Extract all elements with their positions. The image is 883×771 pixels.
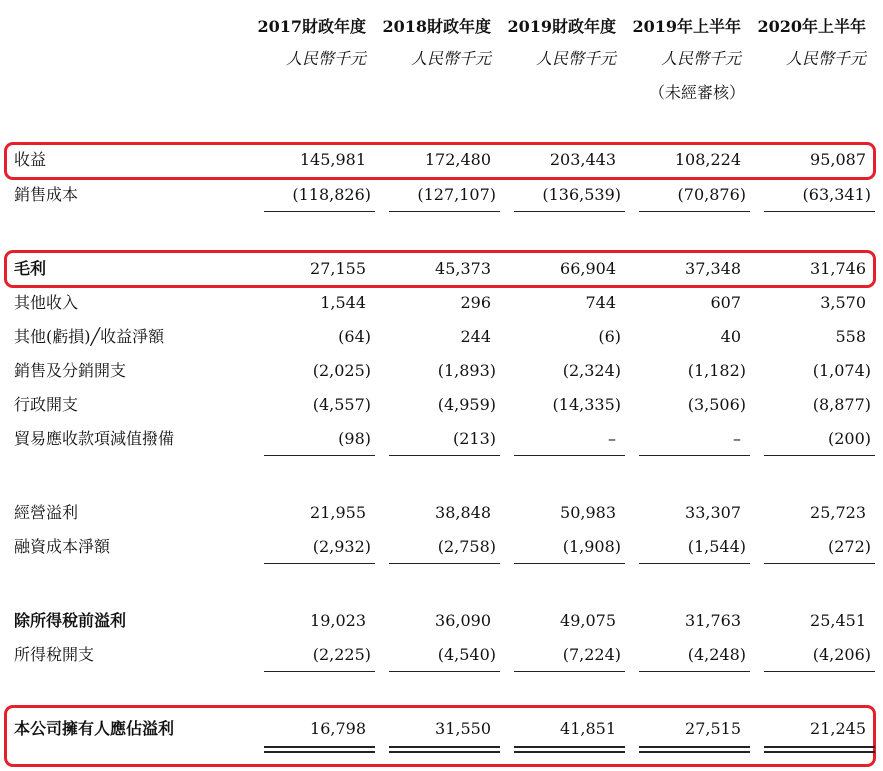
cell-value: (63,341)	[802, 185, 871, 204]
table-row-other-income	[0, 289, 883, 317]
cell-value: (70,876)	[677, 185, 746, 204]
cell-value: 31,746	[810, 259, 866, 278]
cell-value: 145,981	[299, 150, 366, 169]
row-label: 融資成本淨額	[14, 537, 111, 556]
table-row-gross-profit	[0, 255, 883, 283]
row-label: 其他(虧損)╱收益淨額	[14, 327, 165, 346]
table-row-selling-distribution	[0, 357, 883, 385]
cell-value: 31,550	[435, 719, 491, 738]
subtotal-underline	[514, 563, 625, 564]
row-label: 經營溢利	[14, 503, 79, 522]
column-unit: 人民幣千元	[660, 49, 741, 68]
column-unit: 人民幣千元	[285, 49, 366, 68]
cell-value: 244	[460, 327, 491, 346]
total-double-underline	[639, 746, 750, 753]
cell-value: (118,826)	[292, 185, 371, 204]
cell-value: 95,087	[810, 150, 866, 169]
cell-value: (127,107)	[417, 185, 496, 204]
subtotal-underline	[389, 671, 500, 672]
cell-value: (272)	[827, 537, 871, 556]
cell-value: 296	[460, 293, 491, 312]
cell-value: 21,955	[310, 503, 366, 522]
cell-value: –	[733, 429, 741, 448]
subtotal-underline	[389, 563, 500, 564]
cell-value: 31,763	[685, 611, 741, 630]
cell-value: (2,324)	[562, 361, 621, 380]
row-label: 行政開支	[14, 395, 79, 414]
cell-value: 41,851	[560, 719, 616, 738]
cell-value: 558	[835, 327, 866, 346]
row-label: 所得稅開支	[14, 645, 95, 664]
subtotal-underline	[764, 455, 875, 456]
column-year: 2020年上半年	[757, 17, 866, 36]
cell-value: (1,182)	[687, 361, 746, 380]
cell-value: (64)	[338, 327, 371, 346]
cell-value: 16,798	[310, 719, 366, 738]
cell-value: (4,206)	[812, 645, 871, 664]
table-row-revenue	[0, 146, 883, 174]
subtotal-underline	[264, 455, 375, 456]
cell-value: 108,224	[674, 150, 741, 169]
cell-value: (1,074)	[812, 361, 871, 380]
cell-value: (4,959)	[437, 395, 496, 414]
cell-value: 33,307	[685, 503, 741, 522]
subtotal-underline	[639, 563, 750, 564]
cell-value: 19,023	[310, 611, 366, 630]
cell-value: (2,758)	[437, 537, 496, 556]
subtotal-underline	[764, 211, 875, 212]
subtotal-underline	[514, 671, 625, 672]
cell-value: 27,515	[685, 719, 741, 738]
total-double-underline	[264, 746, 375, 753]
row-label: 銷售及分銷開支	[14, 361, 127, 380]
cell-value: 21,245	[810, 719, 866, 738]
cell-value: 1,544	[320, 293, 366, 312]
table-row-impairment	[0, 425, 883, 453]
row-label: 除所得稅前溢利	[14, 611, 127, 630]
column-year: 2019年上半年	[632, 17, 741, 36]
cell-value: 49,075	[560, 611, 616, 630]
column-year: 2018財政年度	[382, 17, 491, 36]
table-row-other-gains-losses	[0, 323, 883, 351]
cell-value: (136,539)	[542, 185, 621, 204]
subtotal-underline	[264, 671, 375, 672]
subtotal-underline	[514, 211, 625, 212]
row-label: 貿易應收款項減值撥備	[14, 429, 175, 448]
column-unit: 人民幣千元	[785, 49, 866, 68]
cell-value: 172,480	[424, 150, 491, 169]
subtotal-underline	[639, 455, 750, 456]
cell-value: (2,932)	[312, 537, 371, 556]
cell-value: (4,557)	[312, 395, 371, 414]
subtotal-underline	[264, 211, 375, 212]
cell-value: (200)	[827, 429, 871, 448]
table-row-admin-expenses	[0, 391, 883, 419]
cell-value: 27,155	[310, 259, 366, 278]
column-year: 2019財政年度	[507, 17, 616, 36]
cell-value: –	[608, 429, 616, 448]
row-label: 其他收入	[14, 293, 79, 312]
cell-value: (1,908)	[562, 537, 621, 556]
subtotal-underline	[639, 211, 750, 212]
column-unit: 人民幣千元	[410, 49, 491, 68]
cell-value: (1,893)	[437, 361, 496, 380]
row-label: 毛利	[14, 259, 47, 278]
subtotal-underline	[639, 671, 750, 672]
table-row-cost-of-sales	[0, 181, 883, 209]
table-row-finance-costs	[0, 533, 883, 561]
cell-value: (4,248)	[687, 645, 746, 664]
cell-value: (7,224)	[562, 645, 621, 664]
subtotal-underline	[514, 455, 625, 456]
table-row-profit-before-tax	[0, 607, 883, 635]
cell-value: 50,983	[560, 503, 616, 522]
cell-value: 3,570	[820, 293, 866, 312]
cell-value: (2,225)	[312, 645, 371, 664]
table-row-profit-attributable	[0, 715, 883, 743]
cell-value: (14,335)	[552, 395, 621, 414]
row-label: 收益	[14, 150, 47, 169]
total-double-underline	[389, 746, 500, 753]
subtotal-underline	[389, 455, 500, 456]
subtotal-underline	[764, 563, 875, 564]
cell-value: 45,373	[435, 259, 491, 278]
subtotal-underline	[264, 563, 375, 564]
cell-value: 744	[585, 293, 616, 312]
cell-value: 40	[720, 327, 741, 346]
cell-value: (8,877)	[812, 395, 871, 414]
cell-value: (3,506)	[687, 395, 746, 414]
cell-value: 66,904	[560, 259, 616, 278]
table-row-income-tax	[0, 641, 883, 669]
cell-value: (6)	[598, 327, 621, 346]
column-unit: 人民幣千元	[535, 49, 616, 68]
cell-value: 38,848	[435, 503, 491, 522]
total-double-underline	[514, 746, 625, 753]
cell-value: (98)	[338, 429, 371, 448]
cell-value: 25,723	[810, 503, 866, 522]
subtotal-underline	[764, 671, 875, 672]
row-label: 本公司擁有人應佔溢利	[14, 719, 175, 738]
cell-value: 607	[710, 293, 741, 312]
total-double-underline	[764, 746, 875, 753]
cell-value: (1,544)	[687, 537, 746, 556]
cell-value: 25,451	[810, 611, 866, 630]
cell-value: 36,090	[435, 611, 491, 630]
table-row-operating-profit	[0, 499, 883, 527]
subtotal-underline	[389, 211, 500, 212]
column-note: （未經審核）	[648, 83, 745, 102]
cell-value: (213)	[452, 429, 496, 448]
cell-value: (2,025)	[312, 361, 371, 380]
cell-value: (4,540)	[437, 645, 496, 664]
cell-value: 203,443	[549, 150, 616, 169]
row-label: 銷售成本	[14, 185, 79, 204]
column-year: 2017財政年度	[257, 17, 366, 36]
cell-value: 37,348	[685, 259, 741, 278]
